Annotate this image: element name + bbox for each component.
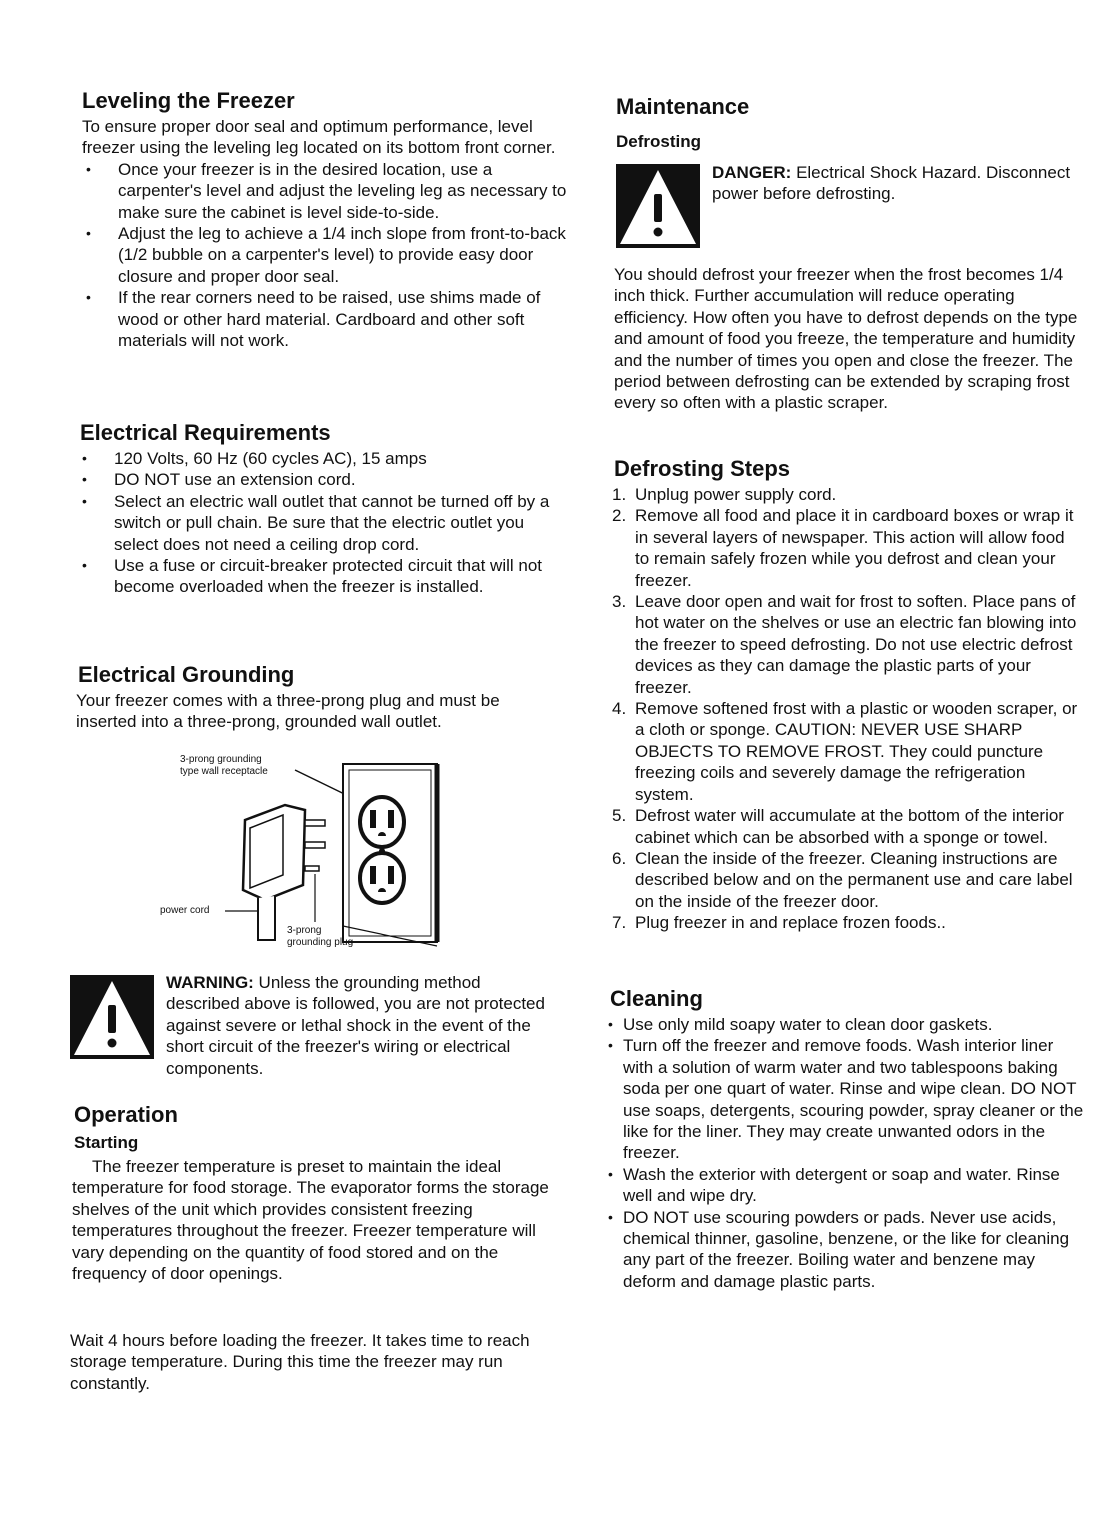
receptacle-label-2: type wall receptacle: [180, 766, 268, 777]
receptacle-label-1: 3-prong grounding: [180, 754, 262, 765]
defrost-steps-title: Defrosting Steps: [614, 456, 791, 481]
operation-para-2: Wait 4 hours before loading the freezer. It takes time to reach storage temperature. During this time the freezer may run constantly.: [70, 1331, 530, 1393]
leveling-list: [82, 159, 572, 352]
plug: [243, 805, 325, 940]
danger-triangle-icon: [616, 164, 700, 248]
electrical-list: [78, 448, 558, 598]
list-item: 6. Clean the inside of the freezer. Cleaning instructions are described below and on the permanent use and care label on the inside of the freezer door.: [612, 848, 1073, 911]
list-item: • DO NOT use an extension cord.: [78, 469, 558, 490]
electrical-section: [78, 448, 558, 598]
operation-subtitle: Starting: [74, 1133, 139, 1152]
grounding-diagram: [155, 750, 455, 955]
operation-title: Operation: [74, 1102, 178, 1127]
plug-label-2: grounding plug: [287, 937, 354, 948]
leveling-section: [82, 116, 572, 351]
list-item: • Adjust the leg to achieve a 1/4 inch slope from front-to-back (1/2 bubble on a carpenter's level) to provide easy door closure and proper door seal.: [82, 223, 572, 287]
list-item: • Wash the exterior with detergent or soap and water. Rinse well and wipe dry.: [606, 1164, 1086, 1207]
list-item: • 120 Volts, 60 Hz (60 cycles AC), 15 amps: [78, 448, 558, 469]
danger-body: Electrical Shock Hazard. Disconnect power before defrosting.: [712, 163, 1071, 204]
cleaning-title: Cleaning: [610, 986, 703, 1011]
plug-label-1: 3-prong: [287, 925, 322, 936]
cleaning-list: [606, 1014, 1086, 1292]
warning-body: Unless the grounding method described above is followed, you are not protected against severe or lethal shock in the event of the short circuit of the freezer's wiring or electrical components.: [166, 973, 545, 1078]
list-item: • If the rear corners need to be raised, use shims made of wood or other hard material. Cardboard and other soft materials will not work.: [82, 287, 572, 351]
outlet-top: [360, 797, 404, 847]
defrost-steps: [612, 484, 1082, 934]
outlet-bottom: [360, 853, 404, 903]
maintenance-title: Maintenance: [616, 94, 750, 119]
danger-text: [712, 162, 1072, 205]
warning-text: [166, 972, 546, 1079]
maintenance-para: You should defrost your freezer when the frost becomes 1/4 inch thick. Further accumulation will reduce operating efficiency. How often you have to defrost depends on the type and amount of food you freeze, the temperature and humidity and the number of times you open and close the freezer. The period between defrosting can be extended by scraping frost every so often with a plastic scraper.: [614, 265, 1078, 413]
cord-label: power cord: [160, 905, 210, 916]
list-item: • Use only mild soapy water to clean door gaskets.: [606, 1014, 1086, 1035]
leveling-title: Leveling the Freezer: [82, 88, 295, 113]
list-item: • DO NOT use scouring powders or pads. Never use acids, chemical thinner, gasoline, benzene, or the like for cleaning any part of the freezer. Boiling water and benzene may deform and damage plastic parts.: [606, 1207, 1086, 1293]
operation-para-1: The freezer temperature is preset to maintain the ideal temperature for food storage. The evaporator forms the storage shelves of the unit which provides consistent freezing temperatures throughout the freezer. Freezer temperature will vary depending on the quantity of food stored and on the frequency of door openings.: [72, 1157, 549, 1284]
warning-label: WARNING:: [166, 973, 254, 992]
list-item: • Use a fuse or circuit-breaker protected circuit that will not become overloaded when the freezer is installed.: [78, 555, 558, 598]
grounding-title: Electrical Grounding: [78, 662, 295, 687]
maintenance-subtitle: Defrosting: [616, 132, 701, 151]
list-item: 4. Remove softened frost with a plastic or wooden scraper, or a cloth or sponge. CAUTION: NEVER USE SHARP OBJECTS TO REMOVE FROST. They could puncture freezing coils and severely damage the refrigeration system.: [612, 699, 1078, 804]
list-item: • Once your freezer is in the desired location, use a carpenter's level and adjust the leveling leg as necessary to make sure the cabinet is level side-to-side.: [82, 159, 572, 223]
defrost-steps-list: [612, 484, 1082, 934]
list-item: 1. Unplug power supply cord.: [612, 485, 837, 504]
list-item: 5. Defrost water will accumulate at the bottom of the interior cabinet which can be absorbed with a sponge or towel.: [612, 806, 1064, 847]
list-item: 3. Leave door open and wait for frost to soften. Place pans of hot water on the shelves or use an electric fan blowing into the freezer to speed defrosting. Do not use electric defrost devices as they can damage the plastic parts of your freezer.: [612, 592, 1077, 697]
list-item: • Select an electric wall outlet that cannot be turned off by a switch or pull chain. Be sure that the electric outlet you select does not need a ceiling drop cord.: [78, 491, 558, 555]
electrical-title: Electrical Requirements: [80, 420, 331, 445]
list-item: 7. Plug freezer in and replace frozen foods..: [612, 913, 946, 933]
grounding-text: Your freezer comes with a three-prong plug and must be inserted into a three-prong, grounded wall outlet.: [76, 691, 500, 732]
list-item: • Turn off the freezer and remove foods. Wash interior liner with a solution of warm water and two tablespoons baking soda per one quart of water. Rinse and wipe clean. DO NOT use soaps, detergents, scouring powder, spray cleaner or the like for the liner. They may create unwanted odors in the freezer.: [606, 1035, 1086, 1163]
leveling-intro: To ensure proper door seal and optimum performance, level freezer using the leveling leg located on its bottom front corner.: [82, 117, 556, 158]
danger-label: DANGER:: [712, 163, 792, 182]
warning-triangle-icon: [70, 975, 154, 1059]
list-item: 2. Remove all food and place it in cardboard boxes or wrap it in several layers of newspaper. This action will allow food to remain safely frozen while you defrost and clean your freezer.: [612, 506, 1074, 590]
cleaning-section: [606, 1014, 1086, 1292]
